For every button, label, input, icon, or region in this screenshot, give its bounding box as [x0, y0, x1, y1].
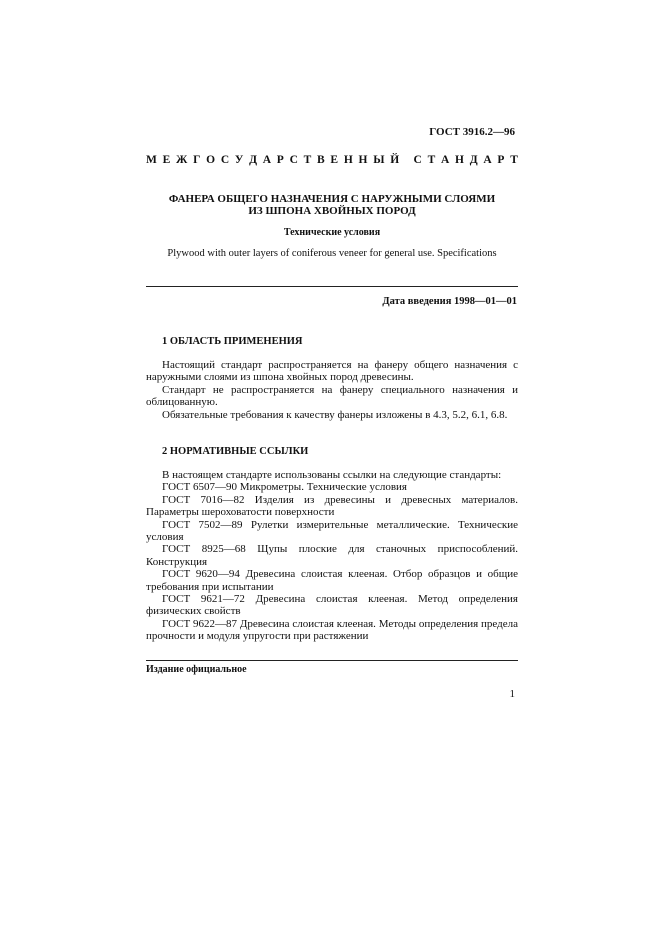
document-code: ГОСТ 3916.2—96: [429, 126, 515, 138]
page-number: 1: [509, 688, 515, 700]
paragraph: В настоящем стандарте использованы ссылки на следующие стандарты:: [162, 469, 502, 481]
paragraph: Стандарт не распространяется на фанеру специального назначения и облицованную.: [146, 383, 518, 409]
reference-item: ГОСТ 6507—90 Микрометры. Технические условия: [162, 481, 407, 494]
document-title: [146, 193, 518, 217]
reference-item: ГОСТ 7502—89 Рулетки измерительные металлические. Технические условия: [146, 518, 518, 544]
introduction-date: Дата введения 1998—01—01: [382, 296, 517, 307]
title-line-2: ИЗ ШПОНА ХВОЙНЫХ ПОРОД: [248, 205, 416, 217]
english-title: Plywood with outer layers of coniferous veneer for general use. Specifications: [167, 248, 497, 259]
reference-item: ГОСТ 9620—94 Древесина слоистая клееная. Отбор образцов и общие требования при испытании: [146, 568, 518, 593]
section-1-heading: 1 ОБЛАСТЬ ПРИМЕНЕНИЯ: [162, 336, 303, 347]
document-subtitle: Технические условия: [283, 227, 381, 238]
paragraph: Настоящий стандарт распространяется на фанеру общего назначения с наружными слоями из шпона хвойных пород древесины.: [146, 359, 518, 384]
title-line-1: ФАНЕРА ОБЩЕГО НАЗНАЧЕНИЯ С НАРУЖНЫМИ СЛОЯМИ: [168, 193, 496, 205]
official-edition-label: Издание официальное: [146, 664, 247, 675]
reference-item: ГОСТ 8925—68 Щупы плоские для станочных приспособлений. Конструкция: [146, 543, 518, 568]
bottom-divider: [146, 660, 518, 661]
section-2-body: [146, 469, 518, 643]
top-divider: [146, 286, 518, 287]
section-2-heading: 2 НОРМАТИВНЫЕ ССЫЛКИ: [162, 446, 309, 457]
reference-item: ГОСТ 7016—82 Изделия из древесины и древесных материалов. Параметры шероховатости поверхности: [146, 493, 518, 519]
paragraph: Обязательные требования к качеству фанеры изложены в 4.3, 5.2, 6.1, 6.8.: [162, 408, 508, 421]
reference-item: ГОСТ 9621—72 Древесина слоистая клееная. Метод определения физических свойств: [146, 593, 518, 618]
reference-item: ГОСТ 9622—87 Древесина слоистая клееная. Методы определения предела прочности и модуля упругости при растяжении: [146, 617, 518, 643]
interstate-standard-heading: М Е Ж Г О С У Д А Р С Т В Е Н Н Ы Й С Т А Н Д А Р Т: [146, 154, 518, 166]
section-1-body: [146, 359, 518, 421]
